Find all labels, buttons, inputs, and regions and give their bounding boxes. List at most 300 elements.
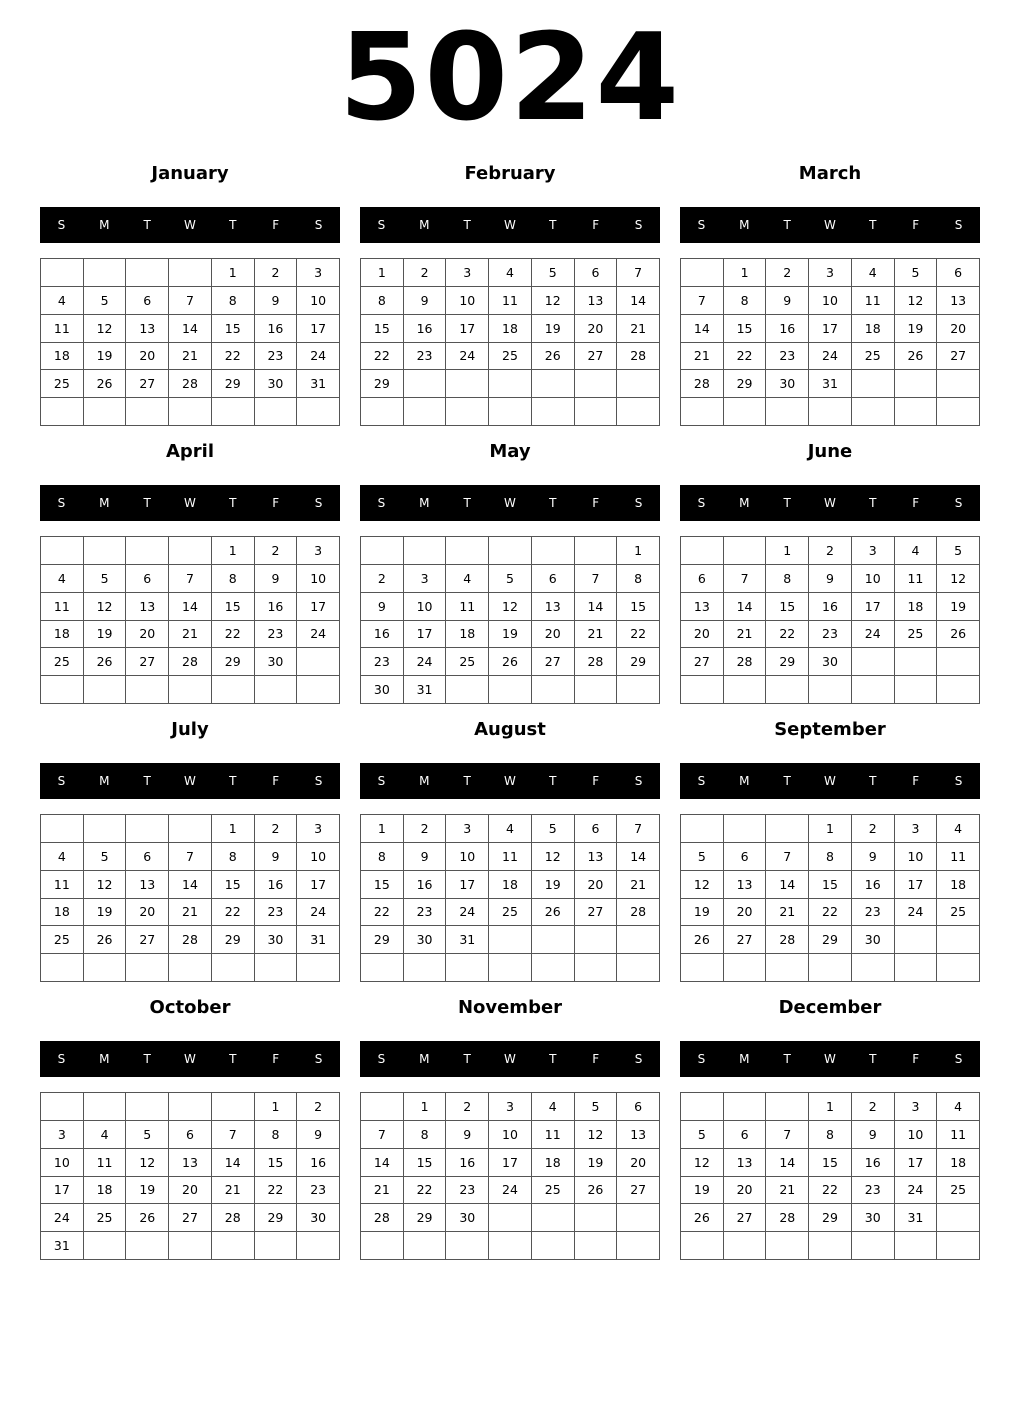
day-cell: 27 <box>169 1204 212 1232</box>
weekday-label: F <box>592 774 600 788</box>
month-october <box>40 993 340 1263</box>
day-cell: 22 <box>617 621 660 649</box>
empty-day-cell <box>766 676 809 704</box>
day-cell: 3 <box>809 259 852 287</box>
day-cell: 30 <box>852 1204 895 1232</box>
weekday-label: M <box>99 774 110 788</box>
day-cell: 14 <box>575 593 618 621</box>
day-cell: 6 <box>575 815 618 843</box>
empty-day-cell <box>809 398 852 426</box>
month-name: January <box>151 163 229 184</box>
empty-day-cell <box>532 1232 575 1260</box>
day-cell: 1 <box>809 1093 852 1121</box>
day-cell: 23 <box>852 1177 895 1205</box>
day-cell: 2 <box>404 259 447 287</box>
weekday-label: F <box>912 1052 920 1066</box>
weekday-label: W <box>184 774 196 788</box>
day-cell: 6 <box>126 565 169 593</box>
day-cell: 11 <box>937 1121 980 1149</box>
empty-day-cell <box>895 370 938 398</box>
day-cell: 10 <box>446 843 489 871</box>
day-cell: 19 <box>84 899 127 927</box>
day-cell: 2 <box>255 537 298 565</box>
empty-day-cell <box>681 1232 724 1260</box>
weekday-label: S <box>634 774 643 788</box>
day-cell: 12 <box>489 593 532 621</box>
day-cell: 17 <box>446 871 489 899</box>
weekday-label: F <box>272 218 280 232</box>
day-cell: 16 <box>255 315 298 343</box>
day-cell: 23 <box>852 899 895 927</box>
day-cell: 3 <box>297 259 340 287</box>
day-cell: 18 <box>446 621 489 649</box>
day-cell: 27 <box>575 343 618 371</box>
empty-day-cell <box>681 676 724 704</box>
day-cell: 30 <box>297 1204 340 1232</box>
empty-day-cell <box>937 954 980 982</box>
day-cell: 1 <box>404 1093 447 1121</box>
day-cell: 22 <box>212 343 255 371</box>
empty-day-cell <box>169 954 212 982</box>
day-cell: 3 <box>895 815 938 843</box>
day-cell: 1 <box>361 259 404 287</box>
day-cell: 7 <box>766 1121 809 1149</box>
day-cell: 1 <box>212 259 255 287</box>
weekday-label: T <box>143 218 151 232</box>
weekday-label: S <box>697 774 706 788</box>
weekday-label: W <box>504 1052 516 1066</box>
day-cell: 18 <box>852 315 895 343</box>
weekday-label: M <box>99 218 110 232</box>
empty-day-cell <box>809 676 852 704</box>
empty-day-cell <box>575 1204 618 1232</box>
day-cell: 14 <box>361 1149 404 1177</box>
day-cell: 7 <box>766 843 809 871</box>
day-cell: 26 <box>489 648 532 676</box>
empty-day-cell <box>255 676 298 704</box>
day-cell: 22 <box>212 899 255 927</box>
day-cell: 18 <box>84 1177 127 1205</box>
day-cell: 11 <box>84 1149 127 1177</box>
empty-day-cell <box>895 926 938 954</box>
empty-day-cell <box>297 648 340 676</box>
day-cell: 21 <box>169 899 212 927</box>
day-cell: 18 <box>41 621 84 649</box>
empty-day-cell <box>361 1232 404 1260</box>
day-cell: 21 <box>575 621 618 649</box>
day-cell: 12 <box>84 315 127 343</box>
weekday-label: S <box>954 1052 963 1066</box>
day-cell: 22 <box>361 343 404 371</box>
day-cell: 24 <box>297 343 340 371</box>
weekday-label: T <box>549 218 557 232</box>
day-cell: 10 <box>297 565 340 593</box>
day-cell: 11 <box>852 287 895 315</box>
day-cell: 17 <box>895 1149 938 1177</box>
day-cell: 10 <box>809 287 852 315</box>
weekday-label: T <box>463 218 471 232</box>
month-august <box>360 715 660 985</box>
day-cell: 1 <box>766 537 809 565</box>
month-name: June <box>807 441 853 462</box>
day-cell: 27 <box>126 926 169 954</box>
day-cell: 31 <box>404 676 447 704</box>
empty-day-cell <box>617 926 660 954</box>
weekday-label: T <box>869 774 877 788</box>
day-cell: 8 <box>809 1121 852 1149</box>
day-cell: 28 <box>681 370 724 398</box>
empty-day-cell <box>575 926 618 954</box>
day-cell: 2 <box>766 259 809 287</box>
weekday-label: S <box>634 496 643 510</box>
weekday-header <box>360 1041 660 1077</box>
day-cell: 8 <box>255 1121 298 1149</box>
day-cell: 3 <box>297 537 340 565</box>
day-cell: 30 <box>255 926 298 954</box>
day-cell: 23 <box>255 343 298 371</box>
day-cell: 26 <box>84 370 127 398</box>
weekday-label: T <box>869 496 877 510</box>
day-cell: 20 <box>126 343 169 371</box>
weekday-label: F <box>592 1052 600 1066</box>
day-cell: 24 <box>489 1177 532 1205</box>
weekday-label: W <box>824 1052 836 1066</box>
day-cell: 23 <box>404 899 447 927</box>
empty-day-cell <box>617 1232 660 1260</box>
weekday-label: M <box>739 496 750 510</box>
weekday-label: W <box>824 774 836 788</box>
month-february <box>360 159 660 429</box>
empty-day-cell <box>169 1093 212 1121</box>
month-name: May <box>489 441 531 462</box>
day-cell: 19 <box>126 1177 169 1205</box>
weekday-label: S <box>697 218 706 232</box>
day-cell: 18 <box>532 1149 575 1177</box>
day-cell: 14 <box>766 1149 809 1177</box>
weekday-label: S <box>314 496 323 510</box>
empty-day-cell <box>255 954 298 982</box>
empty-day-cell <box>724 1232 767 1260</box>
empty-day-cell <box>852 676 895 704</box>
weekday-label: M <box>419 774 430 788</box>
empty-day-cell <box>404 537 447 565</box>
weekday-label: W <box>504 774 516 788</box>
day-cell: 25 <box>489 899 532 927</box>
empty-day-cell <box>361 537 404 565</box>
day-cell: 30 <box>255 648 298 676</box>
day-cell: 16 <box>766 315 809 343</box>
day-cell: 29 <box>617 648 660 676</box>
weekday-label: W <box>504 218 516 232</box>
day-cell: 9 <box>766 287 809 315</box>
day-cell: 17 <box>404 621 447 649</box>
day-cell: 21 <box>169 343 212 371</box>
weekday-label: S <box>314 774 323 788</box>
day-cell: 15 <box>361 315 404 343</box>
day-cell: 28 <box>617 343 660 371</box>
empty-day-cell <box>41 259 84 287</box>
empty-day-cell <box>532 370 575 398</box>
empty-day-cell <box>404 1232 447 1260</box>
day-cell: 30 <box>809 648 852 676</box>
day-cell: 6 <box>575 259 618 287</box>
weekday-label: F <box>912 496 920 510</box>
empty-day-cell <box>212 398 255 426</box>
day-cell: 28 <box>724 648 767 676</box>
day-cell: 27 <box>681 648 724 676</box>
day-cell: 8 <box>404 1121 447 1149</box>
day-cell: 29 <box>212 370 255 398</box>
empty-day-cell <box>212 1093 255 1121</box>
day-cell: 23 <box>255 621 298 649</box>
day-cell: 24 <box>809 343 852 371</box>
day-cell: 12 <box>126 1149 169 1177</box>
empty-day-cell <box>84 537 127 565</box>
day-cell: 3 <box>489 1093 532 1121</box>
day-cell: 24 <box>446 899 489 927</box>
empty-day-cell <box>724 1093 767 1121</box>
empty-day-cell <box>532 537 575 565</box>
day-cell: 17 <box>297 315 340 343</box>
empty-day-cell <box>809 1232 852 1260</box>
day-cell: 10 <box>446 287 489 315</box>
day-cell: 14 <box>169 871 212 899</box>
day-cell: 8 <box>361 843 404 871</box>
empty-day-cell <box>937 1204 980 1232</box>
day-cell: 23 <box>766 343 809 371</box>
day-cell: 6 <box>724 1121 767 1149</box>
day-cell: 9 <box>297 1121 340 1149</box>
empty-day-cell <box>41 954 84 982</box>
day-cell: 27 <box>575 899 618 927</box>
empty-day-cell <box>489 537 532 565</box>
day-cell: 14 <box>766 871 809 899</box>
day-cell: 12 <box>575 1121 618 1149</box>
day-cell: 11 <box>532 1121 575 1149</box>
day-cell: 16 <box>852 871 895 899</box>
weekday-header <box>680 1041 980 1077</box>
empty-day-cell <box>937 370 980 398</box>
day-cell: 22 <box>724 343 767 371</box>
empty-day-cell <box>937 648 980 676</box>
empty-day-cell <box>446 398 489 426</box>
empty-day-cell <box>446 370 489 398</box>
empty-day-cell <box>681 259 724 287</box>
weekday-label: M <box>419 1052 430 1066</box>
day-cell: 24 <box>297 899 340 927</box>
weekday-label: T <box>229 218 237 232</box>
day-cell: 7 <box>724 565 767 593</box>
month-may <box>360 437 660 707</box>
weekday-label: S <box>314 218 323 232</box>
empty-day-cell <box>617 1204 660 1232</box>
day-cell: 15 <box>766 593 809 621</box>
empty-day-cell <box>489 676 532 704</box>
empty-day-cell <box>724 537 767 565</box>
weekday-label: S <box>377 1052 386 1066</box>
weekday-label: S <box>954 496 963 510</box>
empty-day-cell <box>766 398 809 426</box>
day-cell: 5 <box>84 287 127 315</box>
empty-day-cell <box>852 954 895 982</box>
day-cell: 8 <box>617 565 660 593</box>
day-cell: 6 <box>724 843 767 871</box>
day-cell: 2 <box>361 565 404 593</box>
day-cell: 13 <box>126 315 169 343</box>
empty-day-cell <box>532 676 575 704</box>
weekday-label: T <box>229 774 237 788</box>
day-cell: 30 <box>404 926 447 954</box>
day-cell: 12 <box>84 593 127 621</box>
empty-day-cell <box>766 1232 809 1260</box>
month-name: December <box>778 997 882 1018</box>
day-cell: 7 <box>169 565 212 593</box>
day-cell: 28 <box>766 926 809 954</box>
empty-day-cell <box>489 1204 532 1232</box>
day-cell: 22 <box>361 899 404 927</box>
day-cell: 1 <box>809 815 852 843</box>
day-cell: 26 <box>532 899 575 927</box>
weekday-label: F <box>272 774 280 788</box>
day-cell: 20 <box>937 315 980 343</box>
empty-day-cell <box>126 815 169 843</box>
day-cell: 4 <box>41 287 84 315</box>
day-cell: 26 <box>937 621 980 649</box>
day-cell: 12 <box>84 871 127 899</box>
empty-day-cell <box>212 954 255 982</box>
day-cell: 5 <box>84 843 127 871</box>
weekday-label: F <box>592 496 600 510</box>
day-cell: 10 <box>895 1121 938 1149</box>
day-cell: 14 <box>169 593 212 621</box>
weekday-header <box>40 207 340 243</box>
day-cell: 21 <box>361 1177 404 1205</box>
day-cell: 29 <box>404 1204 447 1232</box>
empty-day-cell <box>724 815 767 843</box>
weekday-label: M <box>739 774 750 788</box>
day-cell: 25 <box>489 343 532 371</box>
day-cell: 26 <box>532 343 575 371</box>
day-cell: 7 <box>169 287 212 315</box>
day-grid <box>40 814 340 982</box>
day-grid <box>680 258 980 426</box>
day-cell: 26 <box>84 648 127 676</box>
day-cell: 17 <box>297 871 340 899</box>
empty-day-cell <box>575 398 618 426</box>
empty-day-cell <box>84 1093 127 1121</box>
day-cell: 28 <box>212 1204 255 1232</box>
day-cell: 19 <box>681 899 724 927</box>
day-cell: 13 <box>126 593 169 621</box>
weekday-header <box>40 1041 340 1077</box>
empty-day-cell <box>617 676 660 704</box>
day-cell: 14 <box>212 1149 255 1177</box>
day-cell: 9 <box>809 565 852 593</box>
month-name: September <box>774 719 886 740</box>
day-cell: 26 <box>126 1204 169 1232</box>
day-cell: 30 <box>852 926 895 954</box>
weekday-label: S <box>377 496 386 510</box>
day-cell: 19 <box>895 315 938 343</box>
day-cell: 2 <box>852 1093 895 1121</box>
day-cell: 25 <box>84 1204 127 1232</box>
empty-day-cell <box>617 954 660 982</box>
day-cell: 17 <box>489 1149 532 1177</box>
day-cell: 20 <box>575 315 618 343</box>
day-cell: 5 <box>489 565 532 593</box>
day-cell: 28 <box>361 1204 404 1232</box>
day-cell: 24 <box>41 1204 84 1232</box>
day-cell: 29 <box>255 1204 298 1232</box>
day-cell: 19 <box>681 1177 724 1205</box>
empty-day-cell <box>126 398 169 426</box>
empty-day-cell <box>575 954 618 982</box>
day-cell: 20 <box>532 621 575 649</box>
day-cell: 29 <box>809 1204 852 1232</box>
day-cell: 2 <box>255 259 298 287</box>
empty-day-cell <box>724 676 767 704</box>
weekday-label: M <box>419 496 430 510</box>
day-cell: 6 <box>169 1121 212 1149</box>
weekday-label: F <box>912 218 920 232</box>
day-cell: 15 <box>212 871 255 899</box>
day-cell: 19 <box>84 621 127 649</box>
day-cell: 23 <box>809 621 852 649</box>
day-cell: 21 <box>212 1177 255 1205</box>
day-cell: 19 <box>532 315 575 343</box>
weekday-label: S <box>954 774 963 788</box>
day-cell: 5 <box>126 1121 169 1149</box>
day-cell: 9 <box>446 1121 489 1149</box>
day-cell: 24 <box>404 648 447 676</box>
weekday-label: F <box>272 1052 280 1066</box>
empty-day-cell <box>489 926 532 954</box>
day-cell: 4 <box>937 1093 980 1121</box>
day-cell: 14 <box>724 593 767 621</box>
month-name: February <box>464 163 556 184</box>
empty-day-cell <box>937 1232 980 1260</box>
empty-day-cell <box>681 1093 724 1121</box>
day-cell: 24 <box>895 899 938 927</box>
day-cell: 10 <box>895 843 938 871</box>
day-cell: 1 <box>724 259 767 287</box>
day-cell: 6 <box>126 843 169 871</box>
empty-day-cell <box>361 398 404 426</box>
day-cell: 8 <box>212 287 255 315</box>
month-september <box>680 715 980 985</box>
day-cell: 1 <box>255 1093 298 1121</box>
month-november <box>360 993 660 1263</box>
day-cell: 23 <box>255 899 298 927</box>
day-cell: 13 <box>169 1149 212 1177</box>
weekday-label: T <box>143 496 151 510</box>
empty-day-cell <box>446 676 489 704</box>
day-cell: 11 <box>489 287 532 315</box>
day-cell: 8 <box>766 565 809 593</box>
day-cell: 11 <box>41 871 84 899</box>
day-cell: 1 <box>212 815 255 843</box>
empty-day-cell <box>84 676 127 704</box>
day-cell: 16 <box>446 1149 489 1177</box>
empty-day-cell <box>404 954 447 982</box>
day-cell: 24 <box>297 621 340 649</box>
weekday-label: S <box>377 774 386 788</box>
day-cell: 11 <box>446 593 489 621</box>
day-cell: 19 <box>937 593 980 621</box>
day-cell: 9 <box>404 843 447 871</box>
empty-day-cell <box>766 815 809 843</box>
day-cell: 20 <box>681 621 724 649</box>
